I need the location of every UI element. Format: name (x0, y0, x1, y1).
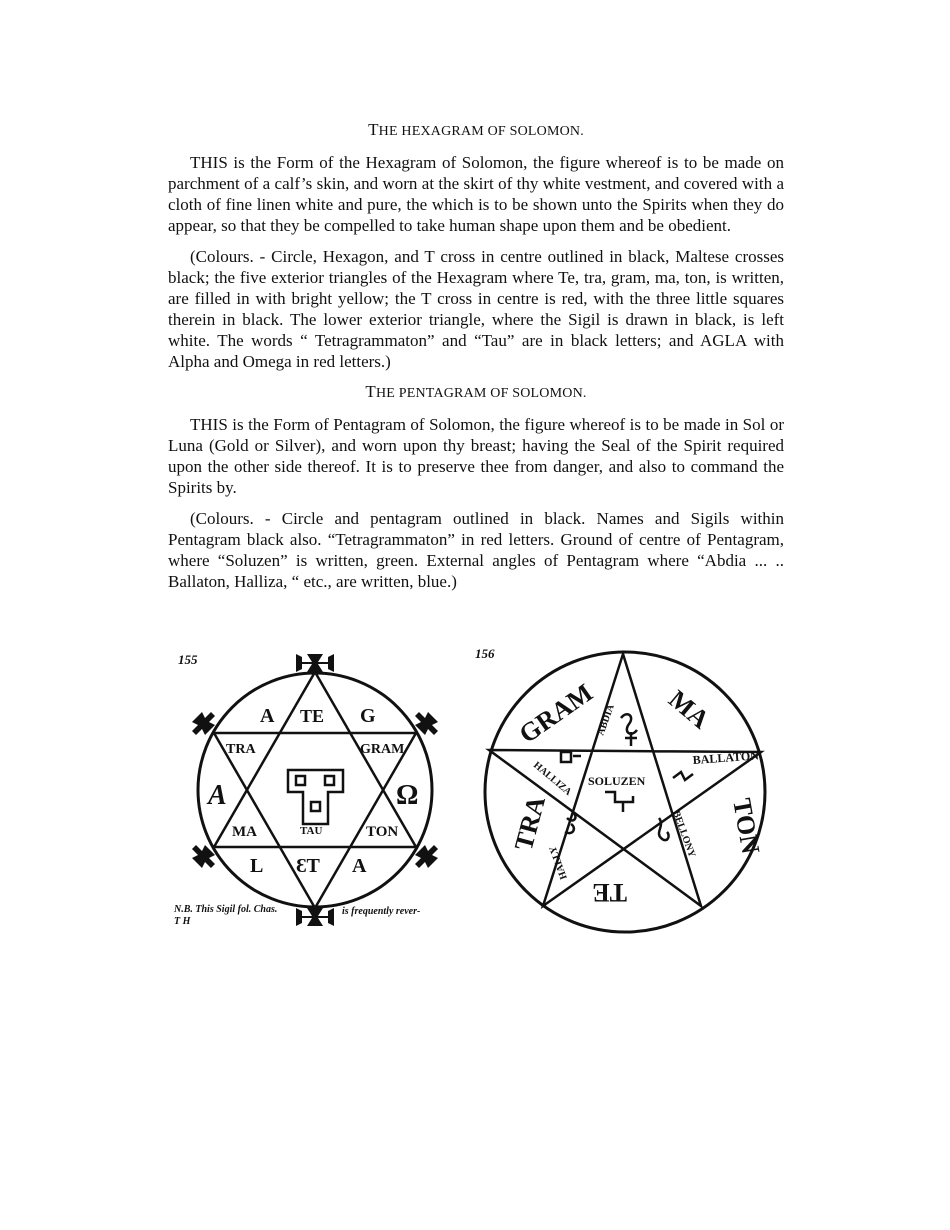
pentagram-diagram (475, 640, 775, 940)
heading-initial: T (365, 382, 376, 401)
label-a-top: A (260, 705, 275, 727)
label-ma: MA (232, 824, 257, 840)
lead-word: THIS (190, 153, 228, 172)
label-abdia: ABDIA (595, 702, 617, 738)
label-te: TE (300, 706, 325, 726)
label-alpha: A (208, 780, 227, 811)
label-te: TE (592, 878, 627, 907)
hexagram-colours: (Colours. - Circle, Hexagon, and T cross in centre outlined in black, Maltese crosses black; the five exterior triangles of the Hexagram where Te, tra, gram, ma, ton, is written, are filled in with bright yellow; the T cross in centre is red, with the three little squares therein in black. The lower exterior triangle, where the Sigil is drawn in black, is left white. The words “ Tetragrammaton” and “Tau” are in black letters; and AGLA with Alpha and Omega in red letters.) (168, 247, 784, 371)
heading-initial: T (368, 120, 379, 139)
label-halliza: HALLIZA (531, 759, 574, 798)
label-tra: TRA (226, 742, 256, 757)
hexagram-description (168, 152, 784, 236)
label-tau: TAU (300, 825, 323, 837)
label-tra: TRA (508, 793, 552, 854)
heading-rest: HE PENTAGRAM OF SOLOMON. (376, 386, 587, 401)
heading-rest: HE HEXAGRAM OF SOLOMON. (378, 124, 584, 139)
handwritten-note-left: N.B. This Sigil fol. Chas. T H (174, 904, 278, 927)
label-ton: TON (727, 796, 766, 857)
handwritten-note-right: is frequently rever- (342, 906, 421, 917)
hexagram-heading (168, 120, 784, 140)
label-gram: GRAM (513, 677, 598, 749)
paragraph-body: is the Form of the Hexagram of Solomon, the figure whereof is to be made on parchment of a calf’s skin, and worn at the skirt of thy white vestment, and covered with a cloth of fine linen white and pure, the which is to be shown unto the Spirits when they do appear, so that they be compelled to take human shape upon them and be obedient. (168, 153, 784, 235)
hexagram-figure (170, 640, 470, 940)
pentagram-description: THIS is the Form of Pentagram of Solomon, the figure whereof is to be made in Sol or Luna (Gold or Silver), and worn upon thy breast; having the Seal of the Spirit required upon the other side thereof. It is to preserve thee from danger, and also to command the Spirits by. (168, 415, 784, 497)
figure-number: 156 (475, 646, 495, 661)
label-hally: HALLY (547, 844, 570, 881)
hexagram-diagram (170, 640, 470, 940)
label-ma: MA (663, 684, 715, 735)
label-g: G (360, 705, 376, 727)
label-bellony: BELLONY (670, 809, 698, 859)
pentagram-heading (168, 382, 784, 402)
label-sigil: ƐT (296, 855, 320, 877)
label-ballaton: BALLATON (692, 748, 760, 767)
label-omega: Ω (396, 780, 419, 811)
label-gram: GRAM (360, 742, 405, 757)
label-ton: TON (366, 824, 399, 840)
label-soluzen: SOLUZEN (588, 774, 646, 788)
figure-number: 155 (178, 652, 198, 667)
page-text (168, 120, 784, 602)
pentagram-colours: (Colours. - Circle and pentagram outlined in black. Names and Sigils within Pentagram black also. “Tetragrammaton” in red letters. Ground of centre of Pentagram, where “Soluzen” is written, green. External angles of Pentagram where “Abdia ... .. Ballaton, Halliza, “ etc., are written, blue.) (168, 509, 784, 591)
pentagram-figure (475, 640, 775, 940)
label-l: L (250, 855, 264, 877)
tau-cross (288, 770, 343, 824)
label-a-bottom: A (352, 855, 367, 877)
